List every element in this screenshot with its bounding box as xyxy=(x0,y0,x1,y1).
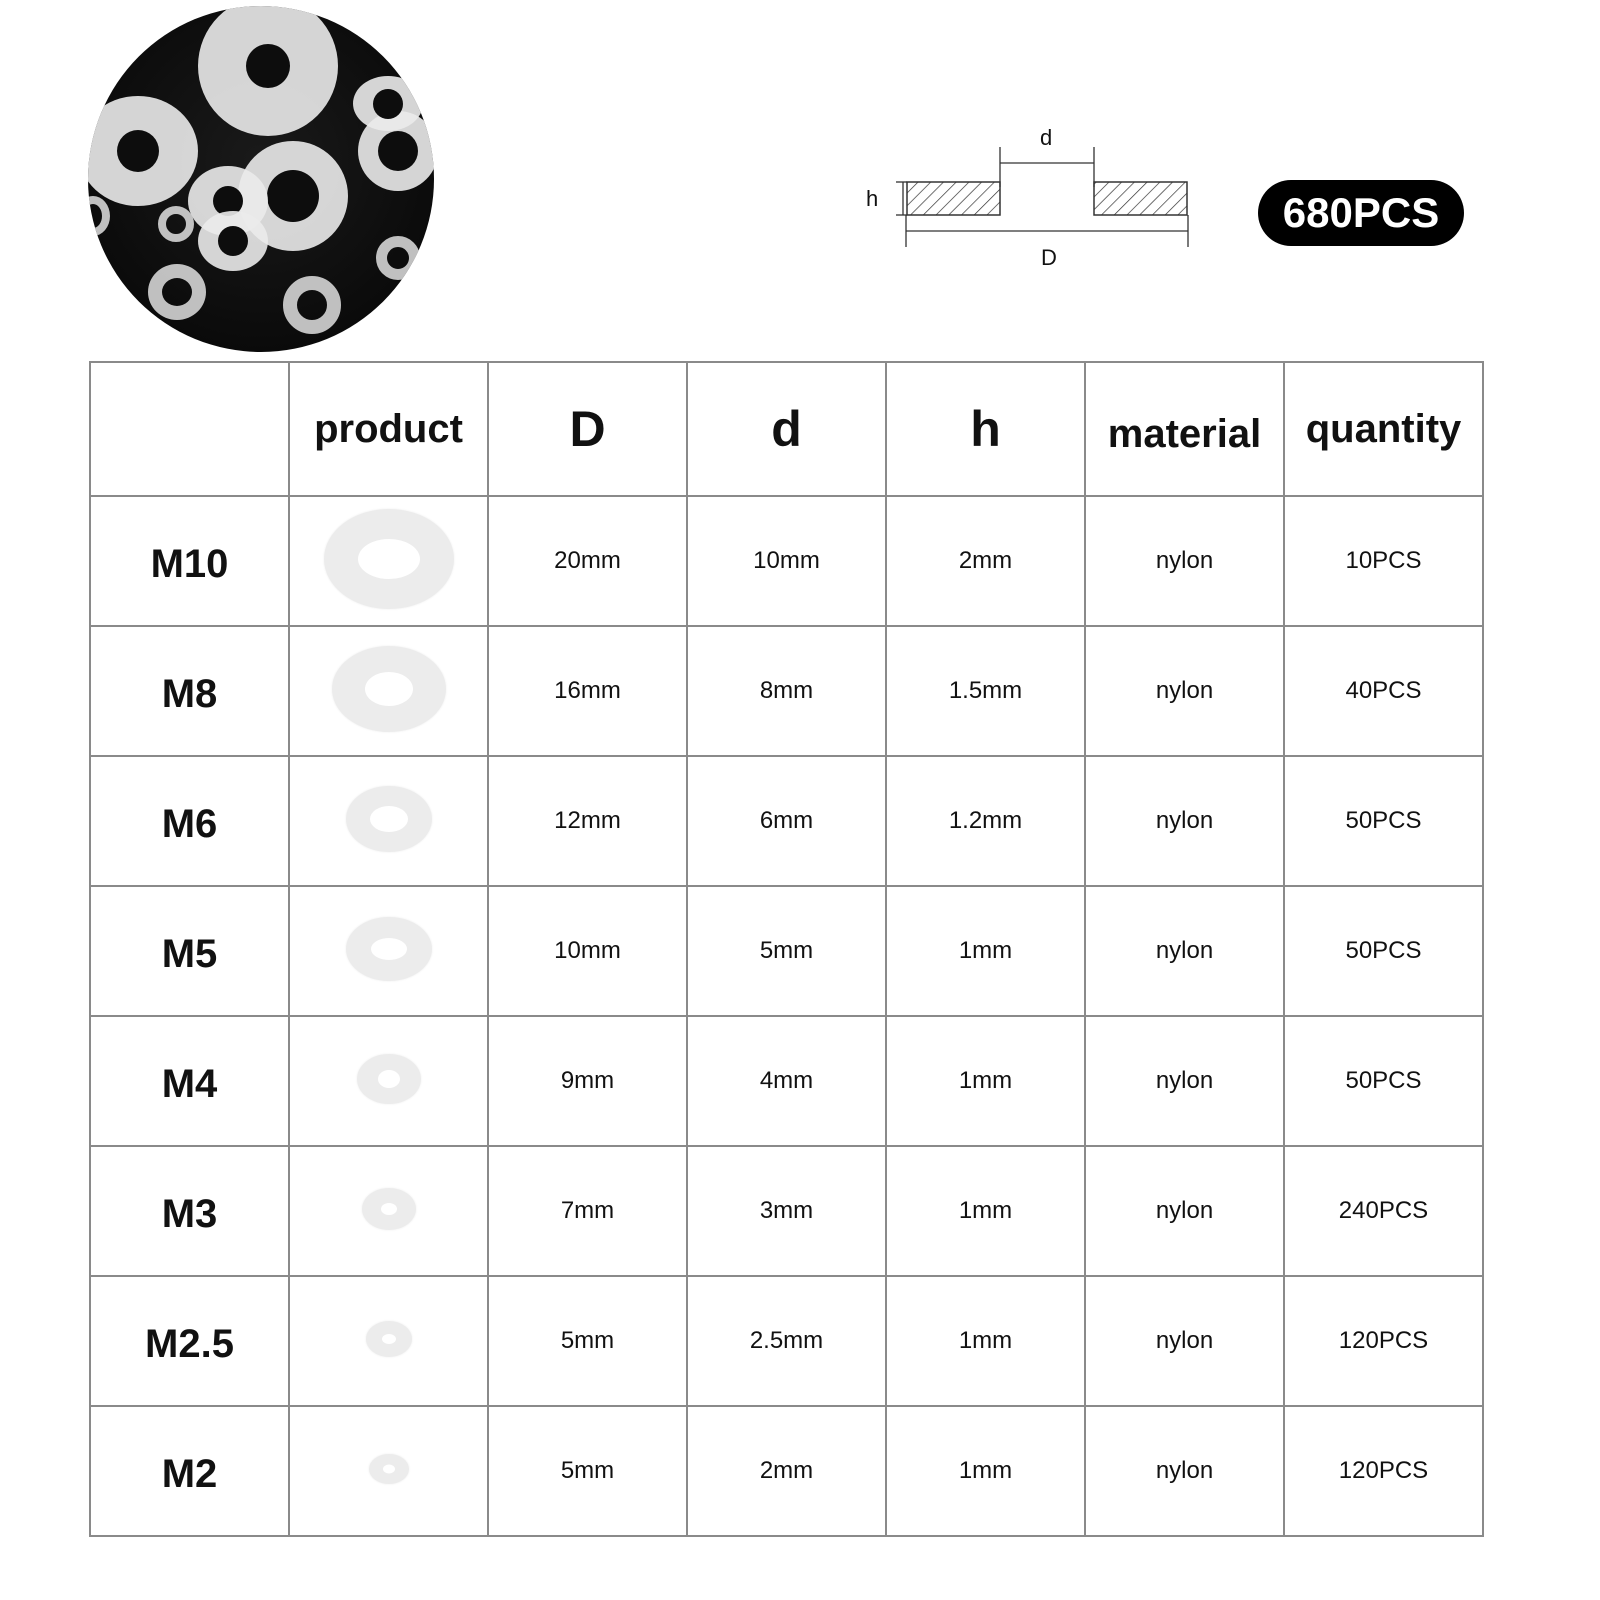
product-cell xyxy=(289,1406,488,1536)
table-row xyxy=(90,626,1483,756)
header-height: h xyxy=(886,362,1085,496)
quantity-cell: 50PCS xyxy=(1284,756,1483,886)
washer-image xyxy=(332,646,446,732)
height-cell: 1.2mm xyxy=(886,756,1085,886)
washer-image xyxy=(366,1321,412,1357)
product-cell xyxy=(289,1276,488,1406)
table-header-row xyxy=(90,362,1483,496)
product-cell xyxy=(289,756,488,886)
material-cell: nylon xyxy=(1085,756,1284,886)
size-cell: M8 xyxy=(90,626,289,756)
material-cell: nylon xyxy=(1085,1276,1284,1406)
washer-dimension-diagram xyxy=(860,125,1200,275)
inner-diameter-cell: 4mm xyxy=(687,1016,886,1146)
quantity-cell: 50PCS xyxy=(1284,1016,1483,1146)
header-outer-diameter: D xyxy=(488,362,687,496)
cross-section-drawing xyxy=(860,125,1200,275)
material-cell: nylon xyxy=(1085,496,1284,626)
height-cell: 1mm xyxy=(886,886,1085,1016)
table-row xyxy=(90,1146,1483,1276)
outer-diameter-cell: 12mm xyxy=(488,756,687,886)
outer-diameter-cell: 9mm xyxy=(488,1016,687,1146)
header-material: material xyxy=(1085,362,1284,496)
header-size xyxy=(90,362,289,496)
table-row xyxy=(90,1406,1483,1536)
inner-diameter-cell: 5mm xyxy=(687,886,886,1016)
table-row xyxy=(90,886,1483,1016)
product-cell xyxy=(289,1016,488,1146)
washer-image xyxy=(357,1054,421,1104)
height-cell: 2mm xyxy=(886,496,1085,626)
height-cell: 1mm xyxy=(886,1406,1085,1536)
table-row xyxy=(90,1016,1483,1146)
material-cell: nylon xyxy=(1085,1406,1284,1536)
product-cell xyxy=(289,1146,488,1276)
product-cell xyxy=(289,496,488,626)
quantity-cell: 240PCS xyxy=(1284,1146,1483,1276)
height-cell: 1mm xyxy=(886,1016,1085,1146)
outer-diameter-cell: 20mm xyxy=(488,496,687,626)
size-cell: M6 xyxy=(90,756,289,886)
material-cell: nylon xyxy=(1085,886,1284,1016)
outer-diameter-label: D xyxy=(1041,245,1057,270)
height-label: h xyxy=(866,186,879,211)
table-row xyxy=(90,496,1483,626)
height-cell: 1.5mm xyxy=(886,626,1085,756)
washer-image xyxy=(346,917,432,981)
outer-diameter-cell: 10mm xyxy=(488,886,687,1016)
size-cell: M10 xyxy=(90,496,289,626)
quantity-cell: 120PCS xyxy=(1284,1276,1483,1406)
outer-diameter-cell: 5mm xyxy=(488,1406,687,1536)
inner-diameter-cell: 2.5mm xyxy=(687,1276,886,1406)
inner-diameter-cell: 6mm xyxy=(687,756,886,886)
quantity-cell: 50PCS xyxy=(1284,886,1483,1016)
inner-diameter-label: d xyxy=(1040,125,1053,150)
height-cell: 1mm xyxy=(886,1276,1085,1406)
washer-image xyxy=(346,786,432,852)
height-cell: 1mm xyxy=(886,1146,1085,1276)
table-row xyxy=(90,756,1483,886)
inner-diameter-cell: 8mm xyxy=(687,626,886,756)
total-quantity-badge: 680PCS xyxy=(1258,180,1464,246)
header-quantity: quantity xyxy=(1284,362,1483,496)
quantity-cell: 10PCS xyxy=(1284,496,1483,626)
inner-diameter-cell: 10mm xyxy=(687,496,886,626)
material-cell: nylon xyxy=(1085,1146,1284,1276)
table-row xyxy=(90,1276,1483,1406)
size-cell: M2.5 xyxy=(90,1276,289,1406)
material-cell: nylon xyxy=(1085,626,1284,756)
inner-diameter-cell: 3mm xyxy=(687,1146,886,1276)
product-cell xyxy=(289,886,488,1016)
inner-diameter-cell: 2mm xyxy=(687,1406,886,1536)
size-cell: M4 xyxy=(90,1016,289,1146)
header-inner-diameter: d xyxy=(687,362,886,496)
size-cell: M3 xyxy=(90,1146,289,1276)
washer-image xyxy=(369,1454,409,1484)
size-cell: M5 xyxy=(90,886,289,1016)
header-product: product xyxy=(289,362,488,496)
outer-diameter-cell: 7mm xyxy=(488,1146,687,1276)
quantity-cell: 120PCS xyxy=(1284,1406,1483,1536)
washer-spec-table xyxy=(89,361,1484,1537)
washer-image xyxy=(362,1188,416,1230)
washers-photo xyxy=(88,6,434,352)
outer-diameter-cell: 5mm xyxy=(488,1276,687,1406)
size-cell: M2 xyxy=(90,1406,289,1536)
washer-image xyxy=(324,509,454,609)
outer-diameter-cell: 16mm xyxy=(488,626,687,756)
material-cell: nylon xyxy=(1085,1016,1284,1146)
product-cell xyxy=(289,626,488,756)
quantity-cell: 40PCS xyxy=(1284,626,1483,756)
